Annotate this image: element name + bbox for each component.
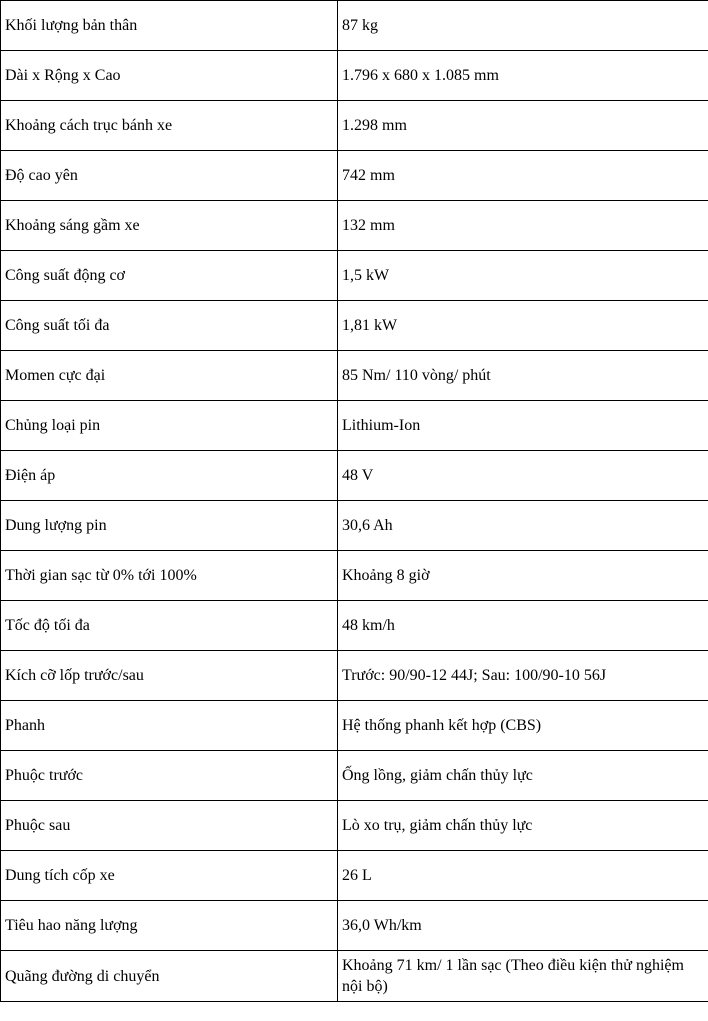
spec-value: Khoảng 8 giờ: [338, 551, 708, 601]
spec-value: Lò xo trụ, giảm chấn thủy lực: [338, 801, 708, 851]
spec-label: Khối lượng bản thân: [1, 1, 338, 51]
spec-label: Điện áp: [1, 451, 338, 501]
spec-value: 26 L: [338, 851, 708, 901]
table-row: [1, 851, 708, 901]
spec-value: 1,81 kW: [338, 301, 708, 351]
spec-value: 30,6 Ah: [338, 501, 708, 551]
spec-label: Dung tích cốp xe: [1, 851, 338, 901]
table-row: [1, 301, 708, 351]
spec-label: Dài x Rộng x Cao: [1, 51, 338, 101]
table-row: [1, 551, 708, 601]
table-row: [1, 751, 708, 801]
spec-label: Công suất tối đa: [1, 301, 338, 351]
spec-value: Trước: 90/90-12 44J; Sau: 100/90-10 56J: [338, 651, 708, 701]
spec-label: Khoảng sáng gầm xe: [1, 201, 338, 251]
table-row: [1, 951, 708, 1002]
spec-label: Phuộc sau: [1, 801, 338, 851]
spec-value: 36,0 Wh/km: [338, 901, 708, 951]
table-row: [1, 51, 708, 101]
spec-label: Quãng đường di chuyển: [1, 951, 338, 1002]
table-row: [1, 1, 708, 51]
table-row: [1, 351, 708, 401]
spec-value: 1.298 mm: [338, 101, 708, 151]
table-row: [1, 701, 708, 751]
spec-label: Kích cỡ lốp trước/sau: [1, 651, 338, 701]
spec-label: Momen cực đại: [1, 351, 338, 401]
spec-label: Tốc độ tối đa: [1, 601, 338, 651]
spec-value: 48 V: [338, 451, 708, 501]
spec-value: Hệ thống phanh kết hợp (CBS): [338, 701, 708, 751]
spec-label: Khoảng cách trục bánh xe: [1, 101, 338, 151]
spec-label: Công suất động cơ: [1, 251, 338, 301]
spec-value: 87 kg: [338, 1, 708, 51]
spec-label: Thời gian sạc từ 0% tới 100%: [1, 551, 338, 601]
spec-label: Tiêu hao năng lượng: [1, 901, 338, 951]
table-row: [1, 201, 708, 251]
spec-value: 1.796 x 680 x 1.085 mm: [338, 51, 708, 101]
table-row: [1, 151, 708, 201]
spec-value: Lithium-Ion: [338, 401, 708, 451]
table-row: [1, 401, 708, 451]
table-row: [1, 801, 708, 851]
spec-value: 132 mm: [338, 201, 708, 251]
spec-value: Khoảng 71 km/ 1 lần sạc (Theo điều kiện thử nghiệm nội bộ): [338, 951, 708, 1002]
spec-label: Chủng loại pin: [1, 401, 338, 451]
spec-value: 85 Nm/ 110 vòng/ phút: [338, 351, 708, 401]
spec-table-body: [1, 1, 708, 1002]
table-row: [1, 601, 708, 651]
table-row: [1, 651, 708, 701]
table-row: [1, 451, 708, 501]
table-row: [1, 251, 708, 301]
table-row: [1, 501, 708, 551]
table-row: [1, 901, 708, 951]
spec-label: Phuộc trước: [1, 751, 338, 801]
spec-label: Độ cao yên: [1, 151, 338, 201]
table-row: [1, 101, 708, 151]
spec-value: 742 mm: [338, 151, 708, 201]
spec-value: Ống lồng, giảm chấn thủy lực: [338, 751, 708, 801]
spec-label: Dung lượng pin: [1, 501, 338, 551]
spec-label: Phanh: [1, 701, 338, 751]
spec-value: 1,5 kW: [338, 251, 708, 301]
spec-value: 48 km/h: [338, 601, 708, 651]
